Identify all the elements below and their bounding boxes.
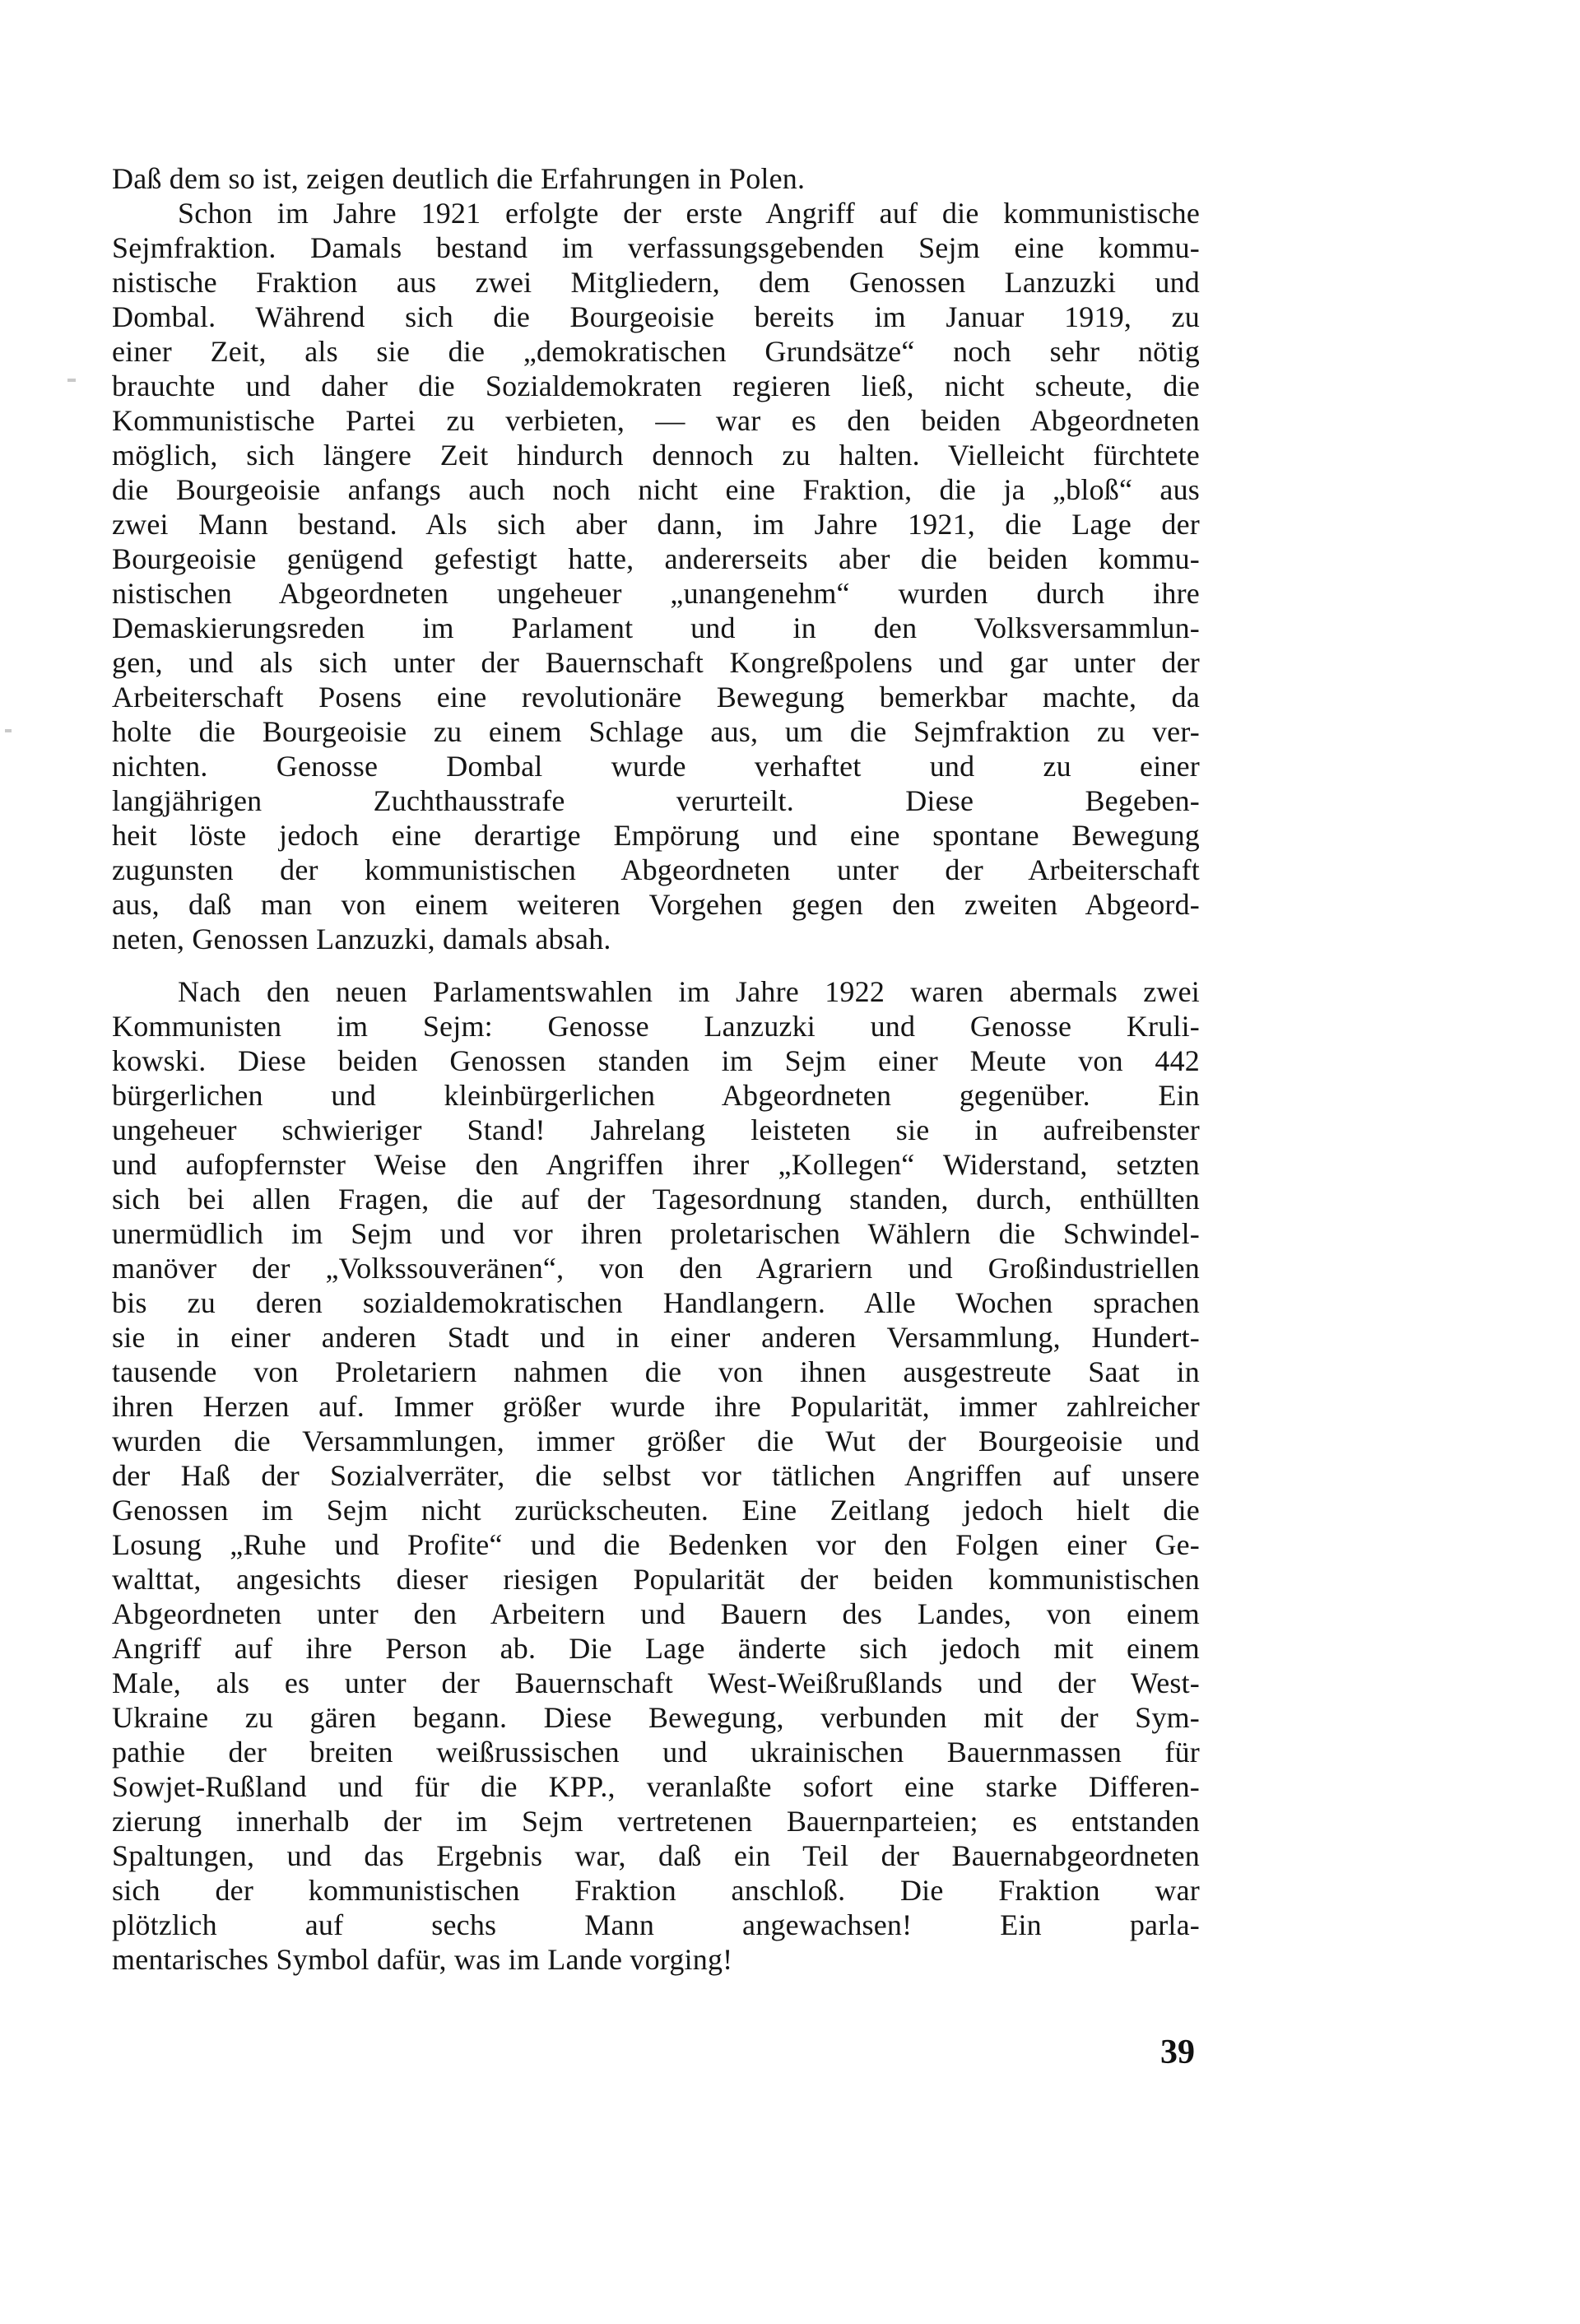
- text-line: heit löste jedoch eine derartige Empörung und eine spontane Bewegung: [112, 819, 1200, 852]
- text-line: zugunsten der kommunistischen Abgeordneten unter der Arbeiterschaft: [112, 853, 1200, 886]
- text-line: bis zu deren sozialdemokratischen Handlangern. Alle Wochen sprachen: [112, 1286, 1200, 1319]
- text-line: unermüdlich im Sejm und vor ihren proletarischen Wählern die Schwindel-: [112, 1217, 1200, 1250]
- text-line: Spaltungen, und das Ergebnis war, daß ein Teil der Bauernabgeordneten: [112, 1839, 1200, 1872]
- text-line: zierung innerhalb der im Sejm vertretenen Bauernparteien; es entstanden: [112, 1805, 1200, 1838]
- text-line: sie in einer anderen Stadt und in einer anderen Versammlung, Hundert-: [112, 1321, 1200, 1354]
- text-line: neten, Genossen Lanzuzki, damals absah.: [112, 923, 611, 955]
- text-line: Dombal. Während sich die Bourgeoisie bereits im Januar 1919, zu: [112, 300, 1200, 333]
- text-line: sich bei allen Fragen, die auf der Tagesordnung standen, durch, enthüllten: [112, 1183, 1200, 1215]
- text-line: pathie der breiten weißrussischen und ukrainischen Bauernmassen für: [112, 1736, 1200, 1769]
- text-line: sich der kommunistischen Fraktion anschloß. Die Fraktion war: [112, 1874, 1200, 1907]
- text-line: Arbeiterschaft Posens eine revolutionäre Bewegung bemerkbar machte, da: [112, 681, 1200, 713]
- text-line: Bourgeoisie genügend gefestigt hatte, andererseits aber die beiden kommu-: [112, 542, 1200, 575]
- text-line: wurden die Versammlungen, immer größer die Wut der Bourgeoisie und: [112, 1425, 1200, 1457]
- text-line: ungeheuer schwieriger Stand! Jahrelang leisteten sie in aufreibenster: [112, 1113, 1200, 1146]
- text-line: Abgeordneten unter den Arbeitern und Bauern des Landes, von einem: [112, 1597, 1200, 1630]
- text-line: nistischen Abgeordneten ungeheuer „unangenehm“ wurden durch ihre: [112, 577, 1200, 610]
- text-line: möglich, sich längere Zeit hindurch dennoch zu halten. Vielleicht fürchtete: [112, 439, 1200, 472]
- text-line: Schon im Jahre 1921 erfolgte der erste Angriff auf die kommunistische: [178, 197, 1200, 230]
- text-line: Kommunisten im Sejm: Genosse Lanzuzki und Genosse Kruli-: [112, 1010, 1200, 1043]
- text-line: Angriff auf ihre Person ab. Die Lage änderte sich jedoch mit einem: [112, 1632, 1200, 1665]
- text-line: der Haß der Sozialverräter, die selbst vor tätlichen Angriffen auf unsere: [112, 1459, 1200, 1492]
- text-line: einer Zeit, als sie die „demokratischen Grundsätze“ noch sehr nötig: [112, 335, 1200, 368]
- text-line: zwei Mann bestand. Als sich aber dann, im Jahre 1921, die Lage der: [112, 508, 1200, 541]
- scan-speck: [5, 729, 12, 732]
- text-line: mentarisches Symbol dafür, was im Lande vorging!: [112, 1943, 733, 1976]
- body-text: [112, 161, 1200, 1977]
- text-line: Kommunistische Partei zu verbieten, — war es den beiden Abgeordneten: [112, 404, 1200, 437]
- text-line: walttat, angesichts dieser riesigen Popularität der beiden kommunistischen: [112, 1563, 1200, 1596]
- text-line: Demaskierungsreden im Parlament und in den Volksversammlun-: [112, 611, 1200, 644]
- text-line: plötzlich auf sechs Mann angewachsen! Ein parla-: [112, 1908, 1200, 1941]
- text-line: gen, und als sich unter der Bauernschaft Kongreßpolens und gar unter der: [112, 646, 1200, 679]
- text-line: Genossen im Sejm nicht zurückscheuten. Eine Zeitlang jedoch hielt die: [112, 1494, 1200, 1527]
- text-line: Male, als es unter der Bauernschaft West-Weißrußlands und der West-: [112, 1666, 1200, 1699]
- text-line: aus, daß man von einem weiteren Vorgehen gegen den zweiten Abgeord-: [112, 888, 1200, 921]
- paragraph-gap: [112, 956, 1200, 974]
- text-line: Sejmfraktion. Damals bestand im verfassungsgebenden Sejm eine kommu-: [112, 231, 1200, 264]
- text-line: die Bourgeoisie anfangs auch noch nicht eine Fraktion, die ja „bloß“ aus: [112, 473, 1200, 506]
- scan-speck: [67, 379, 76, 382]
- text-line: ihren Herzen auf. Immer größer wurde ihre Popularität, immer zahlreicher: [112, 1390, 1200, 1423]
- text-line: und aufopfernster Weise den Angriffen ihrer „Kollegen“ Widerstand, setzten: [112, 1148, 1200, 1181]
- text-line: brauchte und daher die Sozialdemokraten regieren ließ, nicht scheute, die: [112, 370, 1200, 402]
- text-line: Sowjet-Rußland und für die KPP., veranlaßte sofort eine starke Differen-: [112, 1770, 1200, 1803]
- text-line: tausende von Proletariern nahmen die von ihnen ausgestreute Saat in: [112, 1355, 1200, 1388]
- text-line: holte die Bourgeoisie zu einem Schlage aus, um die Sejmfraktion zu ver-: [112, 715, 1200, 748]
- text-line: Nach den neuen Parlamentswahlen im Jahre 1922 waren abermals zwei: [178, 975, 1200, 1008]
- text-line: manöver der „Volkssouveränen“, von den Agrariern und Großindustriellen: [112, 1252, 1200, 1285]
- text-line: langjährigen Zuchthausstrafe verurteilt. Diese Begeben-: [112, 784, 1200, 817]
- text-line: Daß dem so ist, zeigen deutlich die Erfahrungen in Polen.: [112, 162, 806, 195]
- text-line: Losung „Ruhe und Profite“ und die Bedenken vor den Folgen einer Ge-: [112, 1528, 1200, 1561]
- text-line: kowski. Diese beiden Genossen standen im Sejm einer Meute von 442: [112, 1044, 1200, 1077]
- text-line: nichten. Genosse Dombal wurde verhaftet und zu einer: [112, 750, 1200, 783]
- text-line: bürgerlichen und kleinbürgerlichen Abgeordneten gegenüber. Ein: [112, 1079, 1200, 1112]
- text-line: nistische Fraktion aus zwei Mitgliedern, dem Genossen Lanzuzki und: [112, 266, 1200, 299]
- text-line: Ukraine zu gären begann. Diese Bewegung, verbunden mit der Sym-: [112, 1701, 1200, 1734]
- page-number: 39: [1160, 2034, 1195, 2071]
